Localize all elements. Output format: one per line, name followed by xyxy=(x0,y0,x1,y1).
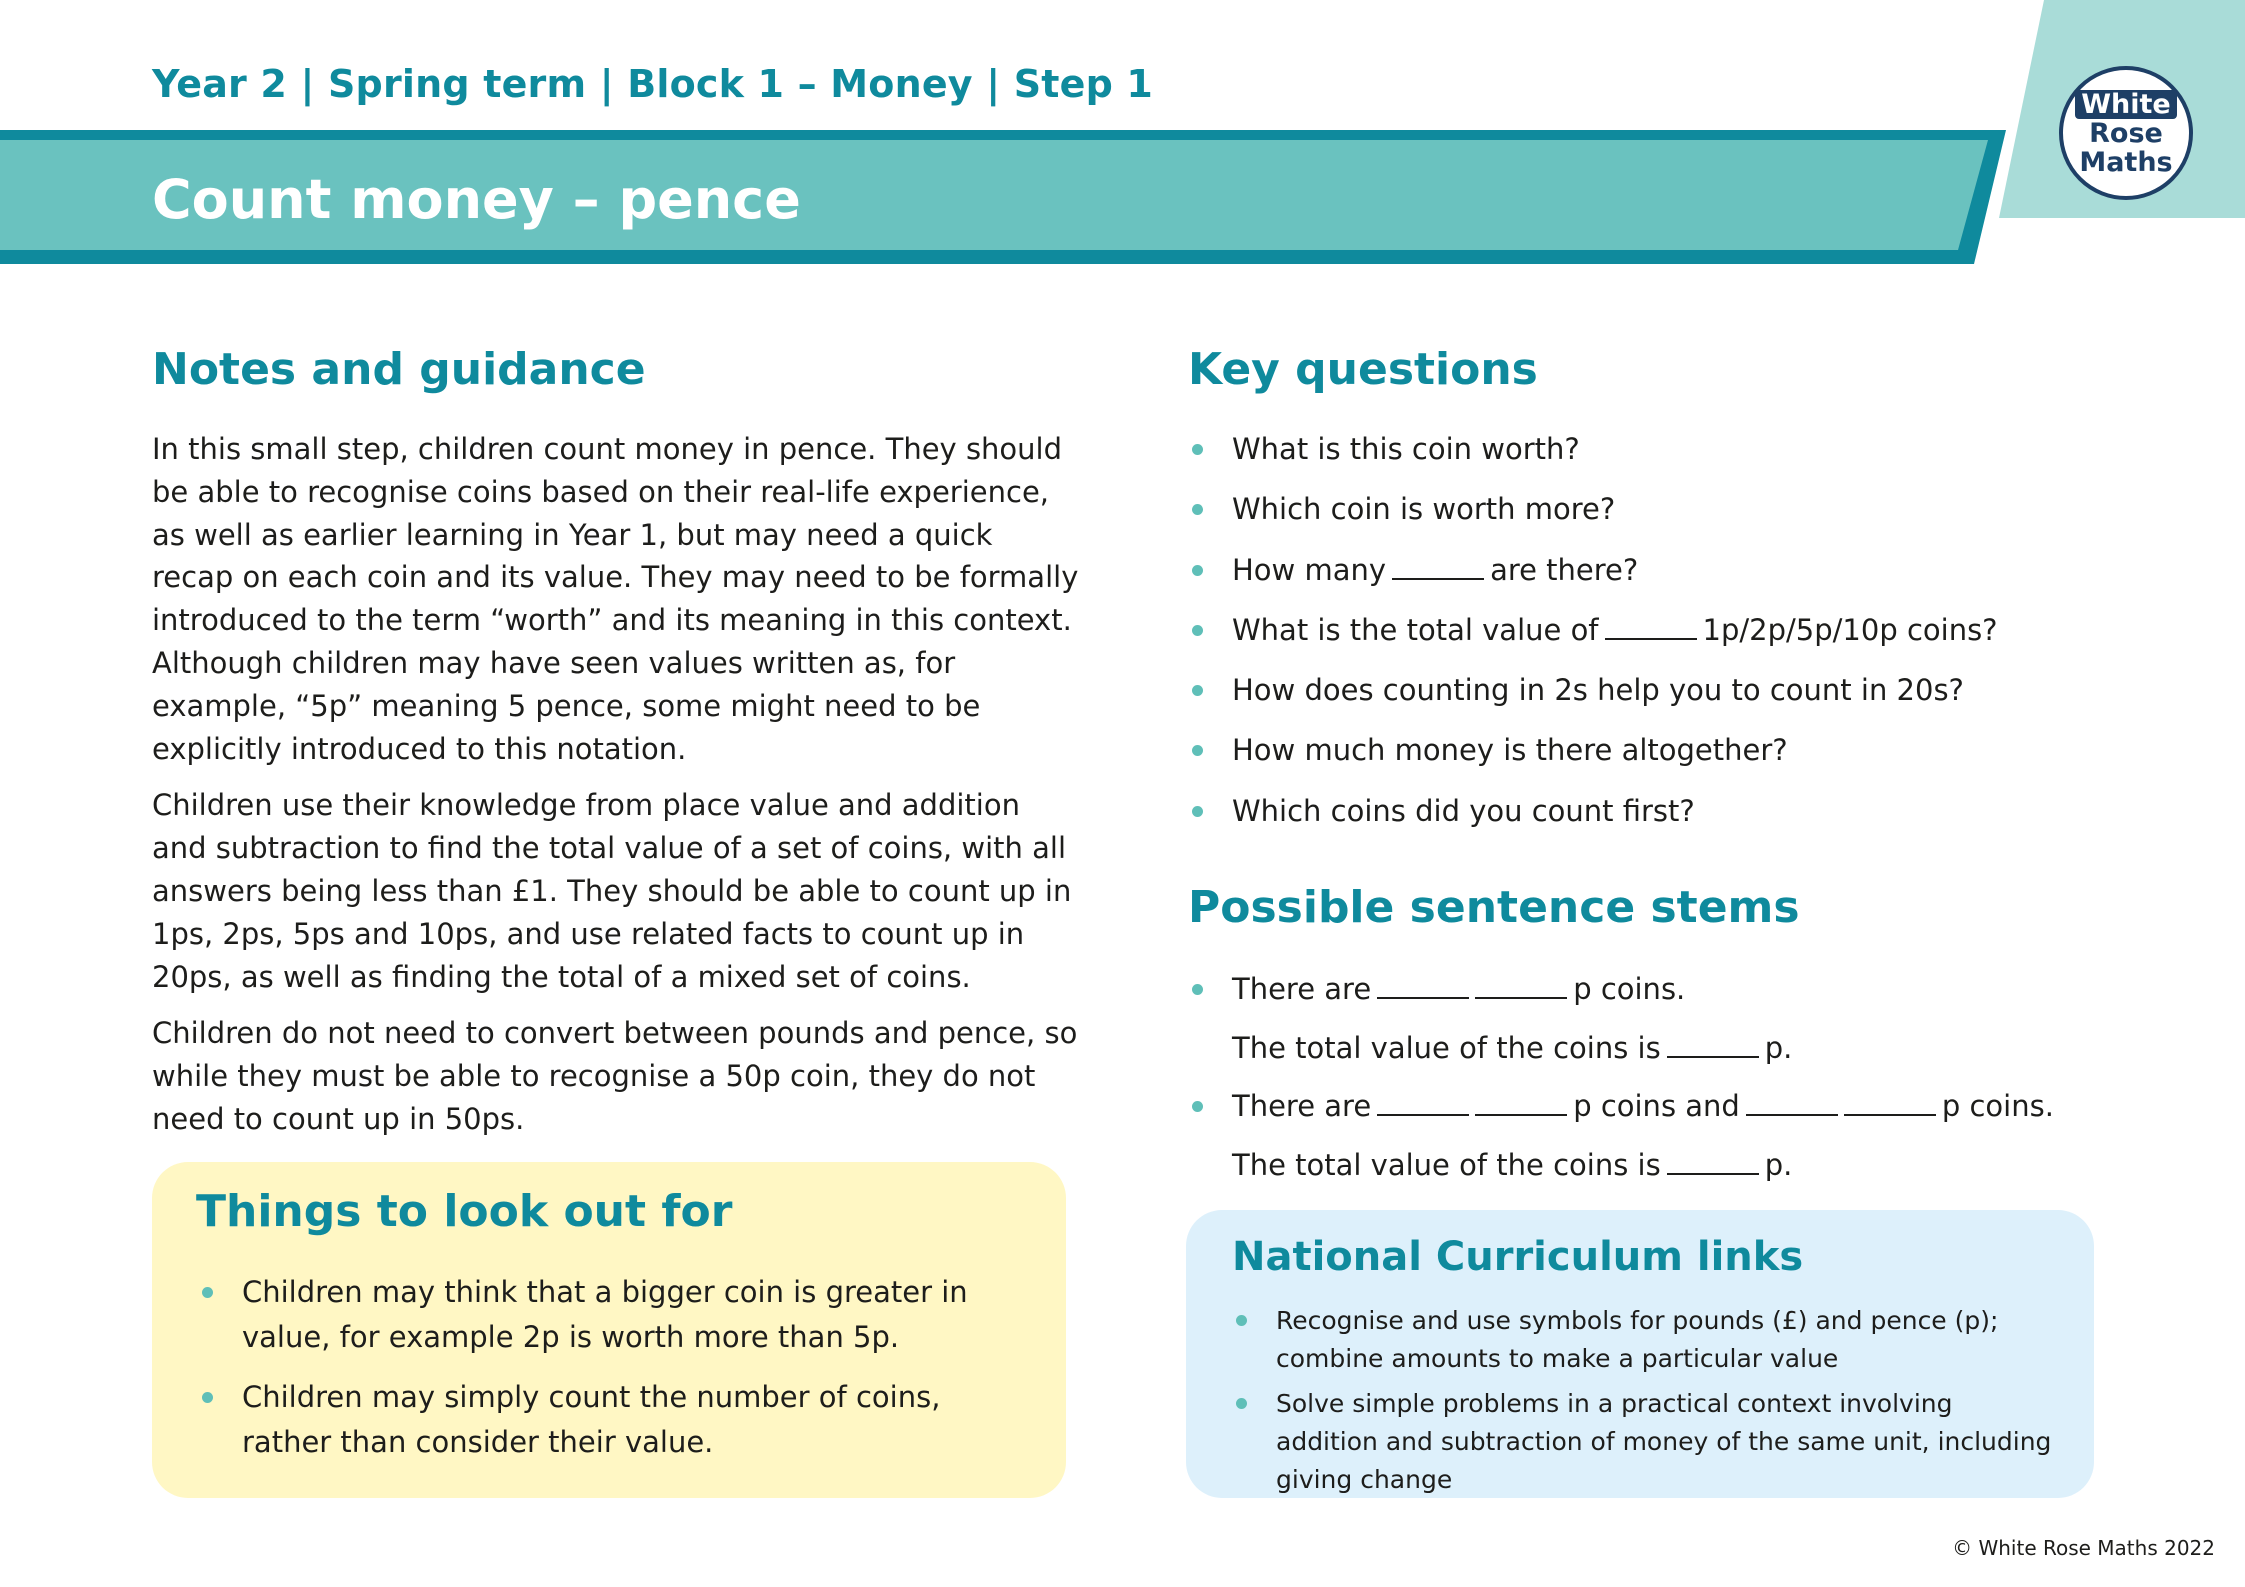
question-text: How much money is there altogether? xyxy=(1232,733,1788,768)
key-questions-list xyxy=(1188,428,2148,850)
answer-blank xyxy=(1475,1088,1567,1116)
notes-paragraph: Children do not need to convert between pounds and pence, so while they must be able to recognise a 50p coin, they do not need to count up in 50ps. xyxy=(152,1016,1078,1136)
answer-blank xyxy=(1605,612,1697,640)
list-item xyxy=(1188,609,2148,669)
stem-text: p. xyxy=(1764,1148,1793,1183)
answer-blank xyxy=(1377,1088,1469,1116)
list-item: Children may think that a bigger coin is greater in value, for example 2p is worth more than 5p. xyxy=(198,1270,1028,1360)
answer-blank xyxy=(1377,971,1469,999)
answer-blank xyxy=(1844,1088,1936,1116)
notes-body xyxy=(152,428,1082,1155)
stem-text: p coins and xyxy=(1573,1089,1740,1124)
nc-heading: National Curriculum links xyxy=(1232,1234,1804,1280)
stem-text: p. xyxy=(1764,1030,1793,1065)
list-item xyxy=(1188,488,2148,548)
answer-blank xyxy=(1667,1030,1759,1058)
logo-word-white: White xyxy=(2075,90,2176,119)
question-text: are there? xyxy=(1490,552,1639,587)
logo-word-maths: Maths xyxy=(2079,146,2173,178)
question-text: Which coins did you count first? xyxy=(1232,793,1695,828)
answer-blank xyxy=(1746,1088,1838,1116)
lookout-list xyxy=(198,1270,1028,1480)
notes-heading: Notes and guidance xyxy=(152,344,646,395)
logo-word-rose: Rose xyxy=(2089,117,2163,149)
national-curriculum-box xyxy=(1186,1210,2094,1498)
key-questions-heading: Key questions xyxy=(1188,344,1538,395)
question-text: How many xyxy=(1232,552,1387,587)
list-item: Solve simple problems in a practical context involving addition and subtraction of money of the same unit, including giving change xyxy=(1232,1385,2062,1499)
sentence-stems-heading: Possible sentence stems xyxy=(1188,882,1800,933)
list-item xyxy=(1188,428,2148,488)
nc-list xyxy=(1232,1302,2062,1506)
answer-blank xyxy=(1667,1147,1759,1175)
question-text: How does counting in 2s help you to count in 20s? xyxy=(1232,673,1964,708)
question-text: What is the total value of xyxy=(1232,612,1599,647)
list-item: Recognise and use symbols for pounds (£) and pence (p); combine amounts to make a particular value xyxy=(1232,1302,2062,1378)
stem-line xyxy=(1188,1085,2148,1144)
stem-text: The total value of the coins is xyxy=(1232,1030,1661,1065)
page-title: Count money – pence xyxy=(152,168,801,231)
stem-text: There are xyxy=(1232,1089,1372,1124)
breadcrumb: Year 2 | Spring term | Block 1 – Money | Step 1 xyxy=(152,62,1154,106)
white-rose-maths-logo xyxy=(2059,66,2193,200)
sentence-stems xyxy=(1188,968,2148,1203)
question-text: Which coin is worth more? xyxy=(1232,492,1616,527)
stem-text: p coins. xyxy=(1573,972,1686,1006)
list-item xyxy=(1188,549,2148,609)
stem-line xyxy=(1188,1144,2148,1203)
stem-line xyxy=(1188,1027,2148,1086)
stem-text: There are xyxy=(1232,972,1372,1006)
copyright: © White Rose Maths 2022 xyxy=(1952,1536,2215,1560)
question-text: What is this coin worth? xyxy=(1232,432,1580,466)
lookout-heading: Things to look out for xyxy=(196,1186,733,1237)
answer-blank xyxy=(1392,552,1484,580)
list-item xyxy=(1188,729,2148,789)
list-item xyxy=(1188,790,2148,850)
list-item xyxy=(1188,669,2148,729)
question-text: 1p/2p/5p/10p coins? xyxy=(1702,612,1998,647)
answer-blank xyxy=(1475,971,1567,999)
lookout-box xyxy=(152,1162,1066,1498)
list-item: Children may simply count the number of coins, rather than consider their value. xyxy=(198,1375,1028,1465)
stem-text: The total value of the coins is xyxy=(1232,1148,1661,1183)
stem-text: p coins. xyxy=(1941,1089,2054,1124)
stem-line xyxy=(1188,968,2148,1027)
notes-paragraph: Children use their knowledge from place value and addition and subtraction to find the total value of a set of coins, with all answers being less than £1. They should be able to count up in 1ps, 2ps, 5ps and 10ps, and use related facts to count up in 20ps, as well as finding the total of a mixed set of coins. xyxy=(152,788,1072,994)
notes-paragraph: In this small step, children count money in pence. They should be able to recognise coins based on their real-life experience, as well as earlier learning in Year 1, but may need a quick recap on each coin and its value. They may need to be formally introduced to the term “worth” and its meaning in this context. Although children may have seen values written as, for example, “5p” meaning 5 pence, some might need to be explicitly introduced to this notation. xyxy=(152,432,1079,766)
